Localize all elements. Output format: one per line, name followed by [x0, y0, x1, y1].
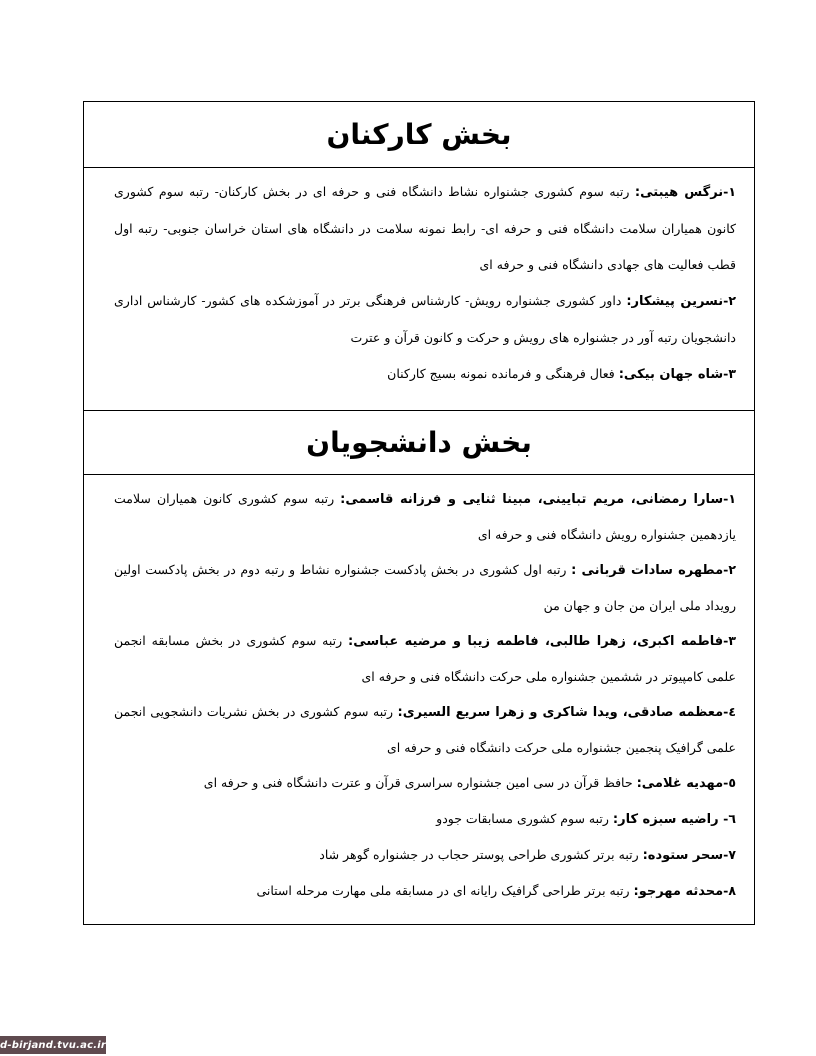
awards-table [83, 101, 755, 925]
entry-name: نسرین پیشکار: [626, 294, 724, 309]
entry-name: سارا رمضانی، مریم تبایینی، مبینا ثنایی و فرزانه قاسمی: [340, 492, 724, 507]
entry-name: سحر ستوده: [642, 848, 724, 863]
entry-text: حافظ قرآن در سی امین جشنواره سراسری قرآن و عترت دانشگاه فنی و حرفه ای [203, 775, 637, 790]
entry-name: مهدیه غلامی: [636, 776, 724, 791]
student-entry-4 [114, 694, 736, 765]
staff-section-body [84, 168, 754, 411]
entry-name: شاه جهان بیکی: [618, 367, 724, 382]
staff-entry-2 [114, 283, 736, 356]
student-section-title: بخش دانشجویان [306, 426, 532, 459]
entry-text: رتبه سوم کشوری مسابقات جودو [436, 811, 613, 826]
entry-text: فعال فرهنگی و فرمانده نمونه بسیج کارکنان [387, 366, 619, 381]
staff-entry-1 [114, 174, 736, 283]
entry-number: ۱- [723, 184, 737, 199]
staff-entry-3 [114, 356, 736, 393]
student-entry-3 [114, 623, 736, 694]
entry-name: محدثه مهرجو: [633, 884, 724, 899]
entry-text: رتبه سوم کشوری کانون همیاران سلامت یازدهمین جشنواره رویش دانشگاه فنی و حرفه ای [114, 491, 736, 542]
student-entry-2 [114, 552, 736, 623]
entry-text: داور کشوری جشنواره رویش- کارشناس فرهنگی برتر در آموزشکده های کشور- کارشناس اداری دانشجویان رتبه آور در جشنواره های رویش و حرکت و کانون قرآن و عترت [114, 293, 736, 345]
entry-text: رتبه برتر کشوری طراحی پوستر حجاب در جشنواره گوهر شاد [319, 847, 643, 862]
entry-text: رتبه سوم کشوری در بخش نشریات دانشجویی انجمن علمی گرافیک پنجمین جشنواره ملی حرکت دانشگاه فنی و حرفه ای [114, 704, 736, 755]
student-entry-8 [114, 873, 736, 909]
student-section-header [84, 411, 754, 475]
entry-name: نرگس هیبتی: [634, 185, 724, 200]
entry-name: فاطمه اکبری، زهرا طالبی، فاطمه زیبا و مرضیه عباسی: [348, 634, 724, 649]
entry-text: رتبه برتر طراحی گرافیک رایانه ای در مسابقه ملی مهارت مرحله استانی [256, 883, 634, 898]
entry-number: ٤- [723, 704, 736, 719]
entry-text: رتبه اول کشوری در بخش پادکست جشنواره نشاط و رتبه دوم در بخش پادکست اولین رویداد ملی ایران من جان و جهان من [114, 562, 736, 613]
student-section-body [84, 475, 754, 924]
staff-section-title: بخش کارکنان [326, 118, 512, 151]
entry-number: ٥- [723, 775, 736, 790]
entry-number: ۳- [723, 366, 736, 381]
entry-number: ٦- [723, 811, 736, 826]
entry-number: ۱- [723, 491, 736, 506]
entry-number: ۲- [723, 293, 737, 308]
entry-name: راضیه سبزه کار: [612, 812, 724, 827]
entry-number: ۲- [723, 562, 736, 577]
student-entry-1 [114, 481, 736, 552]
entry-text: رتبه سوم کشوری جشنواره نشاط دانشگاه فنی و حرفه ای در بخش کارکنان- رتبه سوم کشوری کانون همیاران سلامت دانشگاه فنی و حرفه ای- رابط نمونه سلامت در دانشگاه های استان خراسان جنوبی- رتبه اول قطب فعالیت های جهادی دانشگاه فنی و حرفه ای [114, 184, 736, 272]
entry-name: مطهره سادات قربانی : [571, 563, 724, 578]
entry-text: رتبه سوم کشوری در بخش مسابقه انجمن علمی کامپیوتر در ششمین جشنواره ملی حرکت دانشگاه فنی و حرفه ای [114, 633, 736, 684]
student-entry-6 [114, 801, 736, 837]
staff-section-header [84, 102, 754, 168]
entry-number: ٨- [723, 883, 736, 898]
student-entry-7 [114, 837, 736, 873]
student-entry-5 [114, 765, 736, 801]
entry-name: معظمه صادقی، ویدا شاکری و زهرا سریع السیری: [397, 705, 724, 720]
entry-number: ۳- [723, 633, 736, 648]
entry-number: ٧- [723, 847, 736, 862]
site-watermark-link[interactable]: d-birjand.tvu.ac.ir [0, 1036, 106, 1054]
